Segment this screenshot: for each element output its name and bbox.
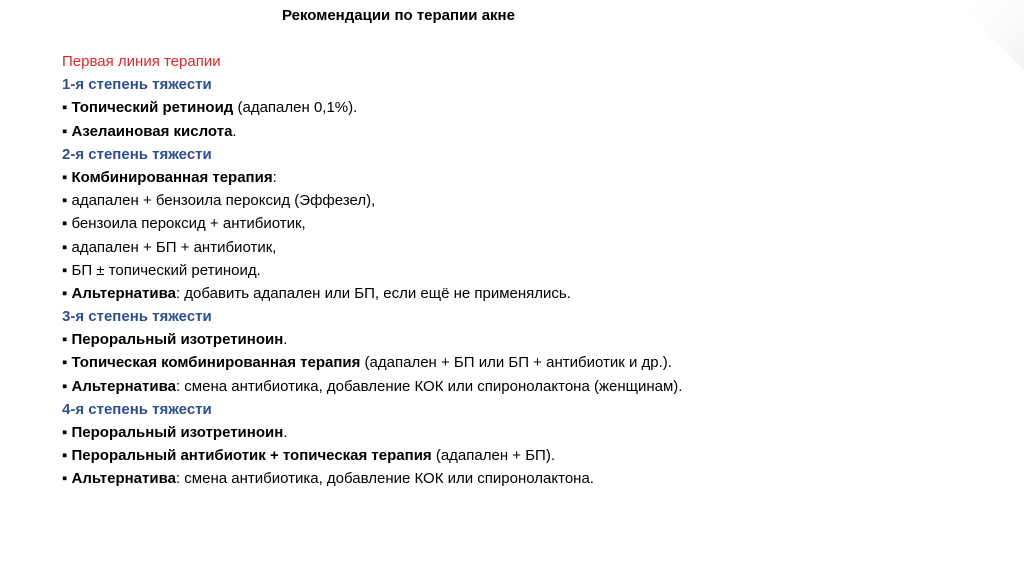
bullet: ▪ <box>62 377 72 395</box>
item-rest: . <box>283 331 288 349</box>
item-text: адапален + БП + антибиотик, <box>71 238 277 256</box>
item-bold: Пероральный изотретиноин <box>71 331 284 349</box>
bullet: ▪ <box>62 331 72 349</box>
item-bold: Азелаиновая кислота <box>71 122 233 140</box>
bullet: ▪ <box>62 122 72 140</box>
item-bold: Топическая комбинированная терапия <box>71 354 361 372</box>
item-rest: (адапален 0,1%). <box>233 99 358 117</box>
item-bold: Топический ретиноид <box>71 99 234 117</box>
item-rest: : смена антибиотика, добавление КОК или спиронолактона (женщинам). <box>175 377 683 395</box>
item-bold: Альтернатива <box>71 284 176 302</box>
item-bold: Пероральный антибиотик + топическая терапия <box>71 447 432 465</box>
page-title: Рекомендации по терапии акне <box>282 7 515 24</box>
page-curl-decoration <box>954 0 1024 70</box>
list-item <box>62 166 682 189</box>
item-rest: : смена антибиотика, добавление КОК или спиронолактона. <box>175 470 594 488</box>
list-item <box>62 189 682 212</box>
bullet: ▪ <box>62 470 72 488</box>
item-bold: Комбинированная терапия <box>71 168 273 186</box>
item-rest: (адапален + БП). <box>431 447 555 465</box>
list-item <box>62 444 682 467</box>
bullet: ▪ <box>62 192 72 210</box>
grade-1-heading: 1-я степень тяжести <box>62 76 212 94</box>
item-rest: . <box>283 424 288 441</box>
item-bold: Пероральный изотретиноин <box>71 424 284 441</box>
item-text: бензоила пероксид + антибиотик, <box>71 215 306 233</box>
bullet: ▪ <box>62 447 72 465</box>
list-item <box>62 120 682 143</box>
first-line-heading: Первая линия терапии <box>62 53 221 70</box>
list-item <box>62 421 682 444</box>
list-item <box>62 259 682 282</box>
bullet: ▪ <box>62 238 72 256</box>
item-text: БП ± топический ретиноид. <box>71 261 261 279</box>
item-rest: : <box>272 168 277 186</box>
therapy-list <box>62 50 682 491</box>
list-item <box>62 96 682 119</box>
list-item <box>62 328 682 351</box>
list-item <box>62 236 682 259</box>
item-bold: Альтернатива <box>71 377 176 395</box>
bullet: ▪ <box>62 284 72 302</box>
list-item <box>62 467 682 490</box>
list-item <box>62 282 682 305</box>
list-item <box>62 375 682 398</box>
bullet: ▪ <box>62 261 72 279</box>
bullet: ▪ <box>62 354 72 372</box>
item-rest: : добавить адапален или БП, если ещё не применялись. <box>175 284 571 302</box>
bullet: ▪ <box>62 99 72 117</box>
grade-4-heading: 4-я степень тяжести <box>62 400 212 418</box>
grade-3-heading: 3-я степень тяжести <box>62 308 212 326</box>
bullet: ▪ <box>62 215 72 233</box>
bullet: ▪ <box>62 424 72 441</box>
list-item <box>62 351 682 374</box>
item-text: адапален + бензоила пероксид (Эффезел), <box>71 192 376 210</box>
item-rest: . <box>232 122 237 140</box>
grade-2-heading: 2-я степень тяжести <box>62 145 212 163</box>
bullet: ▪ <box>62 168 72 186</box>
list-item <box>62 212 682 235</box>
item-bold: Альтернатива <box>71 470 176 488</box>
item-rest: (адапален + БП или БП + антибиотик и др.). <box>360 354 672 372</box>
